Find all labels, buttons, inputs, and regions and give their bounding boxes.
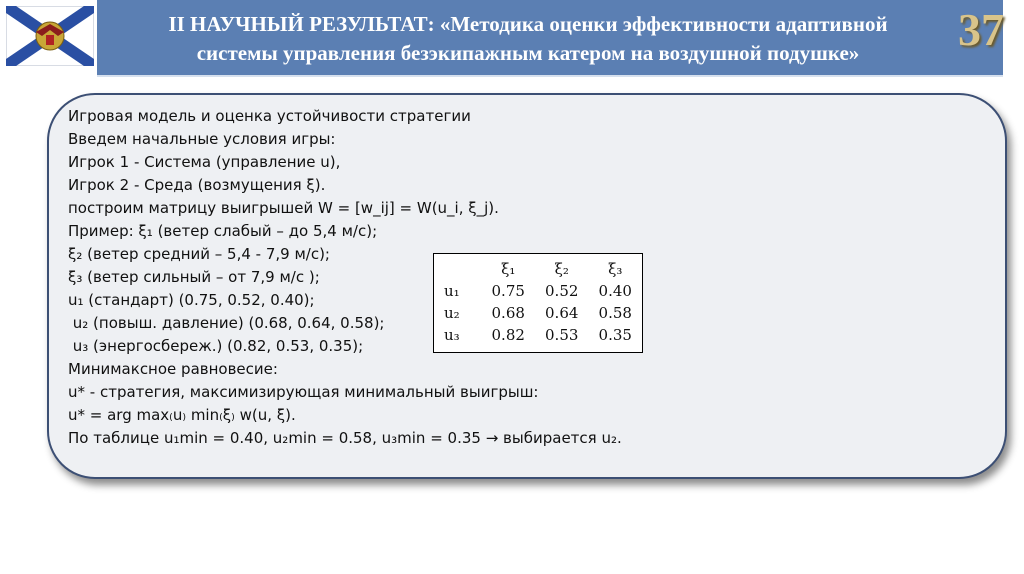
table-cell: 0.68	[491, 304, 525, 322]
column-header: ξ₁	[501, 260, 516, 278]
column-header: ξ₂	[554, 260, 569, 278]
table-row	[440, 324, 642, 346]
content-line: Пример: ξ₁ (ветер слабый – до 5,4 м/с);	[68, 222, 378, 240]
content-line: Минимаксное равновесие:	[68, 360, 278, 378]
slide-title-line-2: системы управления безэкипажным катером на воздушной подушке»	[196, 41, 860, 65]
content-line: ξ₃ (ветер сильный – от 7,9 м/с );	[68, 268, 320, 286]
table-cell: 0.75	[491, 282, 525, 300]
content-line: u₂ (повыш. давление) (0.68, 0.64, 0.58);	[68, 314, 385, 332]
table-cell: 0.35	[598, 326, 632, 344]
row-label: u₂	[444, 304, 460, 322]
table-cell: 0.82	[491, 326, 525, 344]
content-line: построим матрицу выигрышей W = [w_ij] = W(u_i, ξ_j).	[68, 199, 499, 217]
content-line: u₁ (стандарт) (0.75, 0.52, 0.40);	[68, 291, 315, 309]
content-line: Игрок 2 - Среда (возмущения ξ).	[68, 176, 326, 194]
content-line: ξ₂ (ветер средний – 5,4 - 7,9 м/с);	[68, 245, 330, 263]
table-cell: 0.64	[545, 304, 579, 322]
content-line: По таблице u₁min = 0.40, u₂min = 0.58, u₃min = 0.35 → выбирается u₂.	[68, 429, 622, 447]
payoff-matrix-table	[433, 253, 643, 353]
content-line: u* = arg max₍u₎ min₍ξ₎ w(u, ξ).	[68, 406, 296, 424]
table-row	[440, 302, 642, 324]
column-header: ξ₃	[608, 260, 623, 278]
table-row	[440, 280, 642, 302]
content-line: Игрок 1 - Система (управление u),	[68, 153, 341, 171]
slide-number: 37	[958, 4, 1004, 55]
slide-title-line-1: II НАУЧНЫЙ РЕЗУЛЬТАТ: «Методика оценки эффективности адаптивной	[168, 12, 888, 36]
content-line: u* - стратегия, максимизирующая минимальный выигрыш:	[68, 383, 539, 401]
table-header-row	[440, 258, 642, 280]
row-label: u₃	[444, 326, 460, 344]
naval-flag-emblem-icon	[6, 6, 94, 66]
header-underline	[97, 75, 1003, 77]
table-cell: 0.58	[598, 304, 632, 322]
content-line: Игровая модель и оценка устойчивости стратегии	[68, 107, 471, 125]
table-cell: 0.52	[545, 282, 579, 300]
content-line: u₃ (энергосбереж.) (0.82, 0.53, 0.35);	[68, 337, 364, 355]
table-cell: 0.40	[598, 282, 632, 300]
table-cell: 0.53	[545, 326, 579, 344]
row-label: u₁	[444, 282, 460, 300]
slide-title	[118, 10, 938, 68]
content-line: Введем начальные условия игры:	[68, 130, 336, 148]
